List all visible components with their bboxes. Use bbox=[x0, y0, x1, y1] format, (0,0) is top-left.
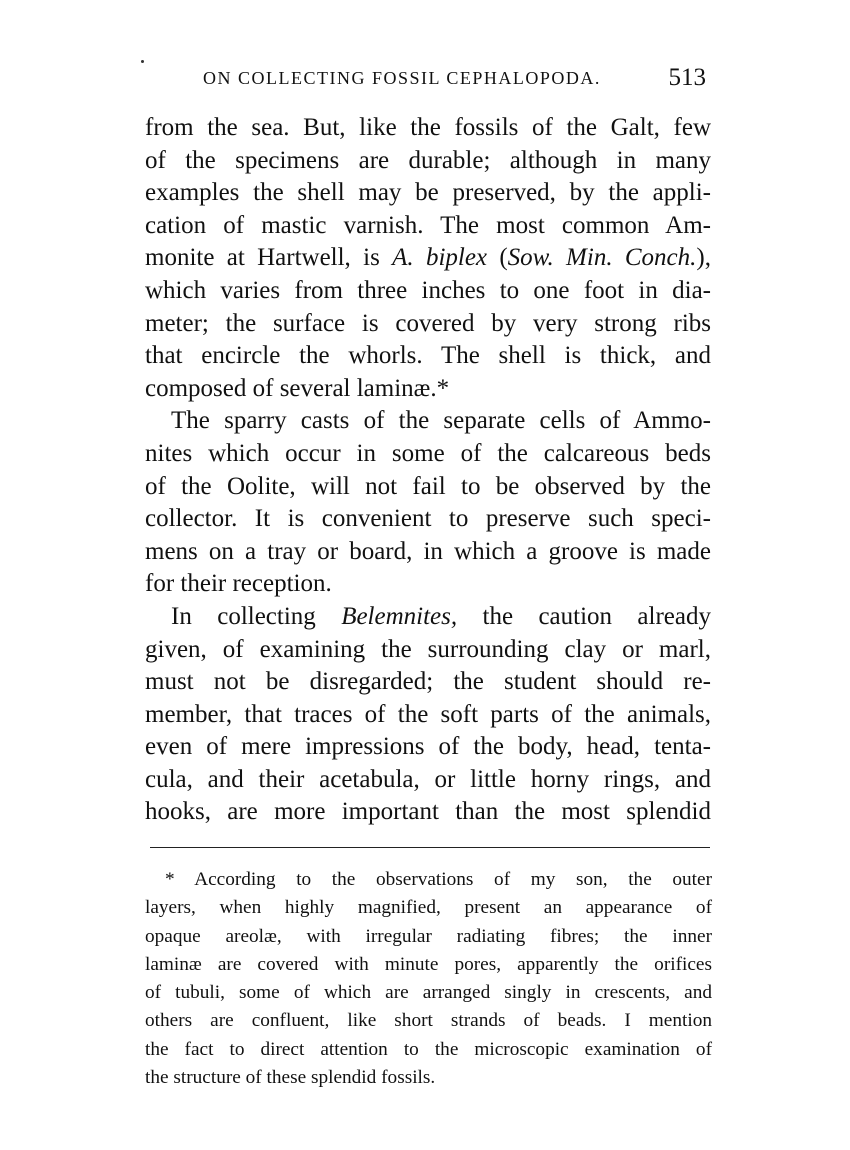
footnote-line: laminæ are covered with minute pores, apparently the orifices bbox=[145, 953, 712, 975]
footnote-line: opaque areolæ, with irregular radiating fibres; the inner bbox=[145, 925, 712, 947]
text-segment: nites which occur in some of the calcareous beds bbox=[145, 439, 711, 467]
text-line bbox=[145, 699, 711, 732]
text-line bbox=[145, 764, 711, 797]
text-line bbox=[145, 666, 711, 699]
text-segment: cation of mastic varnish. The most common Am- bbox=[145, 211, 711, 239]
text-segment: ( bbox=[487, 244, 508, 272]
text-line bbox=[145, 601, 711, 634]
text-segment: cula, and their acetabula, or little horny rings, and bbox=[145, 765, 711, 793]
text-line bbox=[145, 275, 711, 308]
text-segment: meter; the surface is covered by very strong ribs bbox=[145, 309, 711, 337]
page-header bbox=[145, 64, 710, 96]
text-line bbox=[145, 145, 711, 178]
footnote-line: * According to the observations of my son, the outer bbox=[165, 869, 712, 890]
text-line bbox=[145, 568, 711, 601]
text-segment: for their reception. bbox=[145, 570, 332, 598]
italic-text: A. biplex bbox=[392, 244, 488, 272]
text-line bbox=[145, 471, 711, 504]
text-segment: monite at Hartwell, is bbox=[145, 244, 393, 272]
text-segment: from the sea. But, like the fossils of the Galt, few bbox=[145, 114, 711, 141]
footnote-line: others are confluent, like short strands of beads. I mention bbox=[145, 1010, 712, 1032]
text-segment: member, that traces of the soft parts of the animals, bbox=[145, 700, 711, 728]
text-segment: given, of examining the surrounding clay or marl, bbox=[145, 635, 711, 663]
italic-text: Sow. Min. Conch. bbox=[507, 244, 697, 272]
text-segment: examples the shell may be preserved, by the appli- bbox=[145, 179, 711, 207]
footnote-line: the fact to direct attention to the microscopic examination of bbox=[145, 1038, 712, 1060]
text-line bbox=[145, 373, 711, 406]
footnote-line: the structure of these splendid fossils. bbox=[145, 1067, 436, 1089]
text-line bbox=[145, 438, 711, 471]
text-line bbox=[145, 308, 711, 341]
text-line bbox=[145, 177, 711, 210]
text-segment: which varies from three inches to one foot in dia- bbox=[145, 276, 711, 304]
footnote-line: of tubuli, some of which are arranged singly in crescents, and bbox=[145, 982, 712, 1004]
footnote-rule bbox=[150, 847, 710, 848]
text-segment: hooks, are more important than the most splendid bbox=[145, 798, 711, 826]
running-head: ON COLLECTING FOSSIL CEPHALOPODA. bbox=[203, 68, 601, 88]
text-line bbox=[145, 503, 711, 536]
text-segment: must not be disregarded; the student should re- bbox=[145, 668, 711, 696]
italic-text: Belemnites, bbox=[341, 602, 458, 630]
text-segment: collector. It is convenient to preserve such speci- bbox=[145, 505, 711, 533]
text-segment: mens on a tray or board, in which a groove is made bbox=[145, 537, 711, 565]
page-number: 513 bbox=[668, 64, 706, 91]
footnotes bbox=[145, 866, 712, 1092]
text-segment: In collecting bbox=[171, 602, 342, 630]
text-line bbox=[145, 340, 711, 373]
text-segment: even of mere impressions of the body, head, tenta- bbox=[145, 733, 711, 761]
text-segment: The sparry casts of the separate cells of Ammo- bbox=[171, 407, 711, 435]
text-segment: composed of several laminæ.* bbox=[145, 374, 450, 402]
text-segment: ), bbox=[696, 244, 711, 272]
text-line bbox=[145, 634, 711, 667]
text-segment: the caution already bbox=[457, 602, 711, 630]
text-line bbox=[145, 405, 711, 438]
text-segment: of the specimens are durable; although in many bbox=[145, 146, 711, 174]
ink-speck bbox=[141, 60, 144, 63]
text-segment: of the Oolite, will not fail to be observed by the bbox=[145, 472, 711, 500]
footnote-line: layers, when highly magnified, present an appearance of bbox=[145, 897, 712, 919]
text-line bbox=[145, 731, 711, 764]
text-line bbox=[145, 242, 711, 275]
text-line bbox=[145, 210, 711, 243]
body-text bbox=[145, 112, 711, 829]
text-line bbox=[145, 536, 711, 569]
text-line bbox=[145, 796, 711, 829]
text-line bbox=[145, 112, 711, 145]
text-segment: that encircle the whorls. The shell is thick, and bbox=[145, 342, 711, 370]
